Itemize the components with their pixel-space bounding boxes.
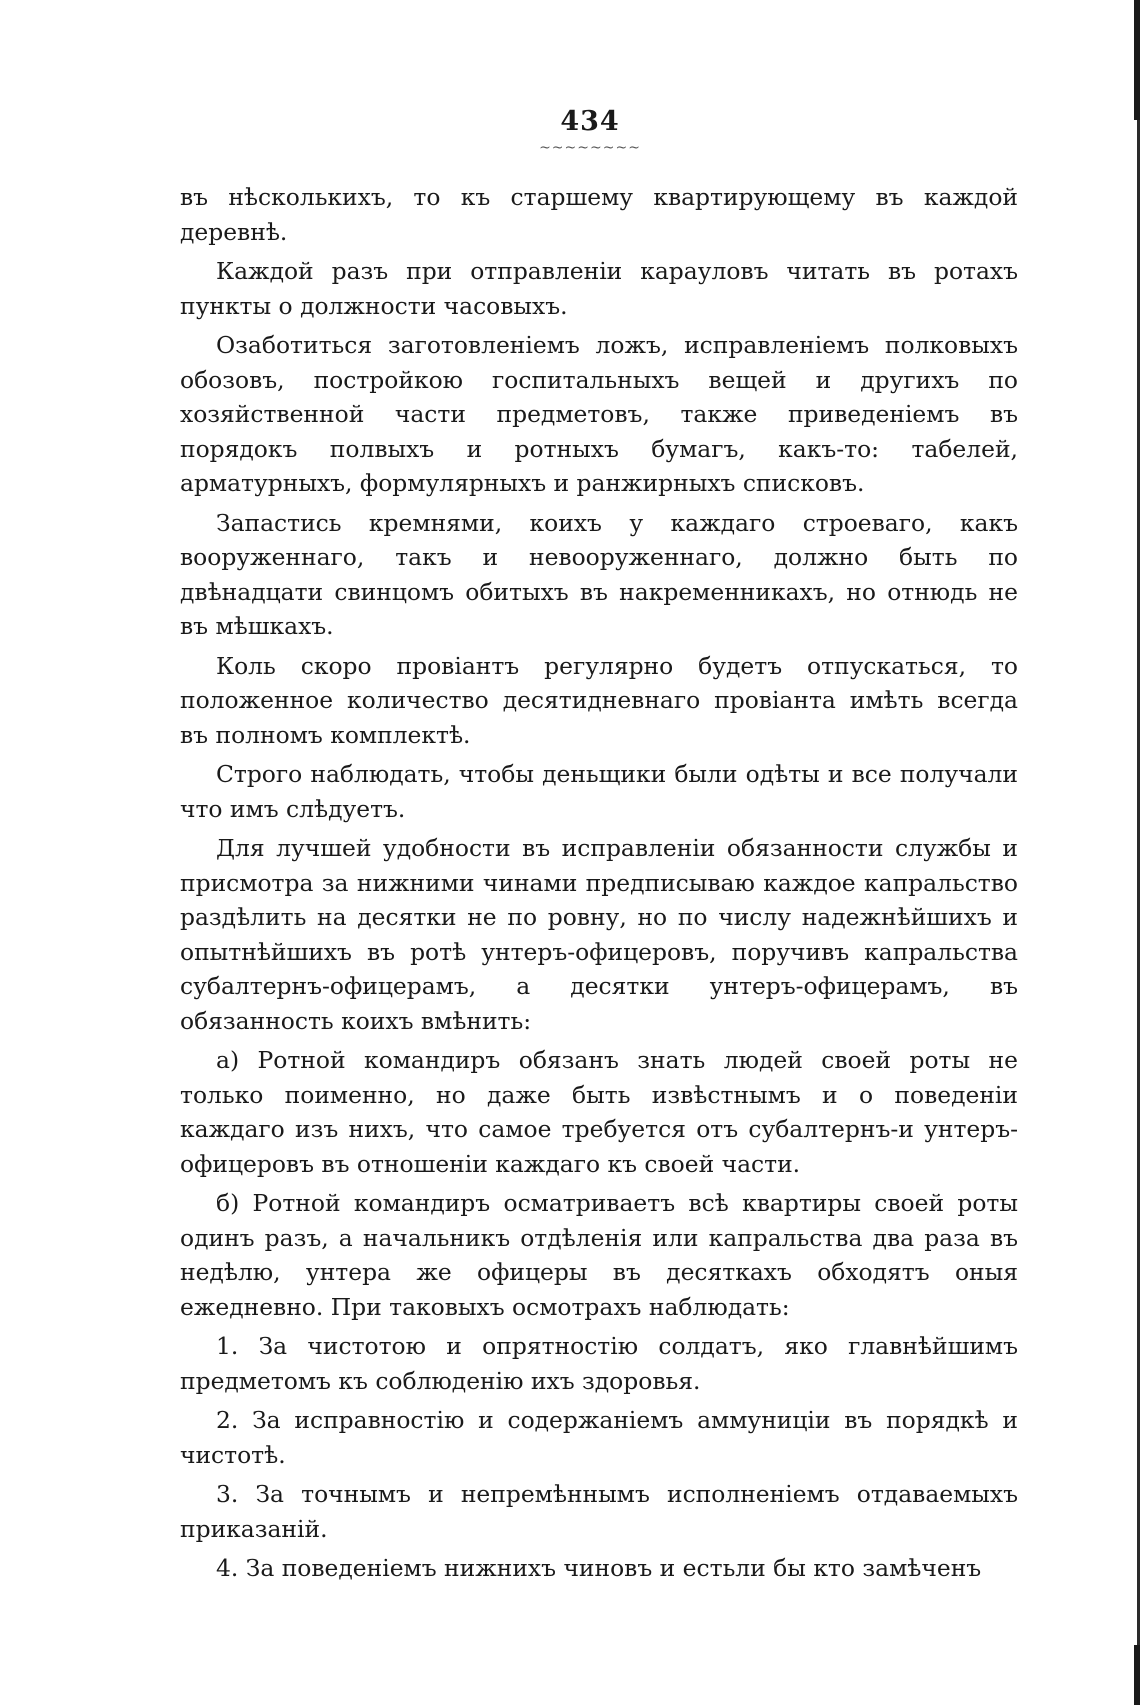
body-text (180, 180, 1018, 1591)
page-number-ornament: ~~~~~~~~ (539, 140, 641, 156)
paragraph: Озаботиться заготовленіемъ ложъ, исправленіемъ полковыхъ обозовъ, постройкою госпитальныхъ вещей и другихъ по хозяйственной части предметовъ, также приведеніемъ въ порядокъ полвыхъ и ротныхъ бумагъ, какъ-то: табелей, арматурныхъ, формулярныхъ и ранжирныхъ списковъ. (180, 331, 1018, 497)
paragraph: Запастись кремнями, коихъ у каждаго строеваго, какъ вооруженнаго, такъ и невооруженнаго, должно быть по двѣнадцати свинцомъ обитыхъ въ накременникахъ, но отнюдь не въ мѣшкахъ. (180, 508, 1018, 640)
list-item: а) Ротной командиръ обязанъ знать людей своей роты не только поименно, но даже быть извѣстнымъ и о поведеніи каждаго изъ нихъ, что самое требуется отъ субалтернъ-и унтеръ-офицеровъ въ отношеніи каждаго къ своей части. (180, 1046, 1018, 1178)
paragraph: Каждой разъ при отправленіи карауловъ читать въ ротахъ пункты о должности часовыхъ. (180, 257, 1018, 320)
numbered-item: 4. За поведеніемъ нижнихъ чиновъ и естьли бы кто замѣченъ (216, 1554, 982, 1582)
paragraph-continuation: въ нѣсколькихъ, то къ старшему квартирующему въ каждой деревнѣ. (180, 183, 1018, 246)
list-item: б) Ротной командиръ осматриваетъ всѣ квартиры своей роты одинъ разъ, а начальникъ отдѣленія или капральства два раза въ недѣлю, унтера же офицеры въ десяткахъ обходятъ оныя ежедневно. При таковыхъ осмотрахъ наблюдать: (180, 1189, 1018, 1321)
page-number: 434 (560, 106, 620, 137)
page-edge-shadow-bottom (1134, 1645, 1140, 1705)
paragraph: Для лучшей удобности въ исправленіи обязанности службы и присмотра за нижними чинами предписываю каждое капральство раздѣлить на десятки не по ровну, но по числу надежнѣйшихъ и опытнѣйшихъ въ ротѣ унтеръ-офицеровъ, поручивъ капральства субалтернъ-офицерамъ, а десятки унтеръ-офицерамъ, въ обязанность коихъ вмѣнить: (180, 834, 1018, 1035)
numbered-item: 1. За чистотою и опрятностію солдатъ, яко главнѣйшимъ предметомъ къ соблюденію ихъ здоровья. (180, 1332, 1018, 1395)
paragraph: Строго наблюдать, чтобы деньщики были одѣты и все получали что имъ слѣдуетъ. (180, 760, 1018, 823)
numbered-item: 2. За исправностію и содержаніемъ аммуниціи въ порядкѣ и чистотѣ. (180, 1406, 1018, 1469)
page-edge-shadow-top (1134, 0, 1140, 120)
numbered-item: 3. За точнымъ и непремѣннымъ исполненіемъ отдаваемыхъ приказаній. (180, 1480, 1018, 1543)
paragraph: Коль скоро провіантъ регулярно будетъ отпускаться, то положенное количество десятидневнаго провіанта имѣть всегда въ полномъ комплектѣ. (180, 651, 1018, 749)
